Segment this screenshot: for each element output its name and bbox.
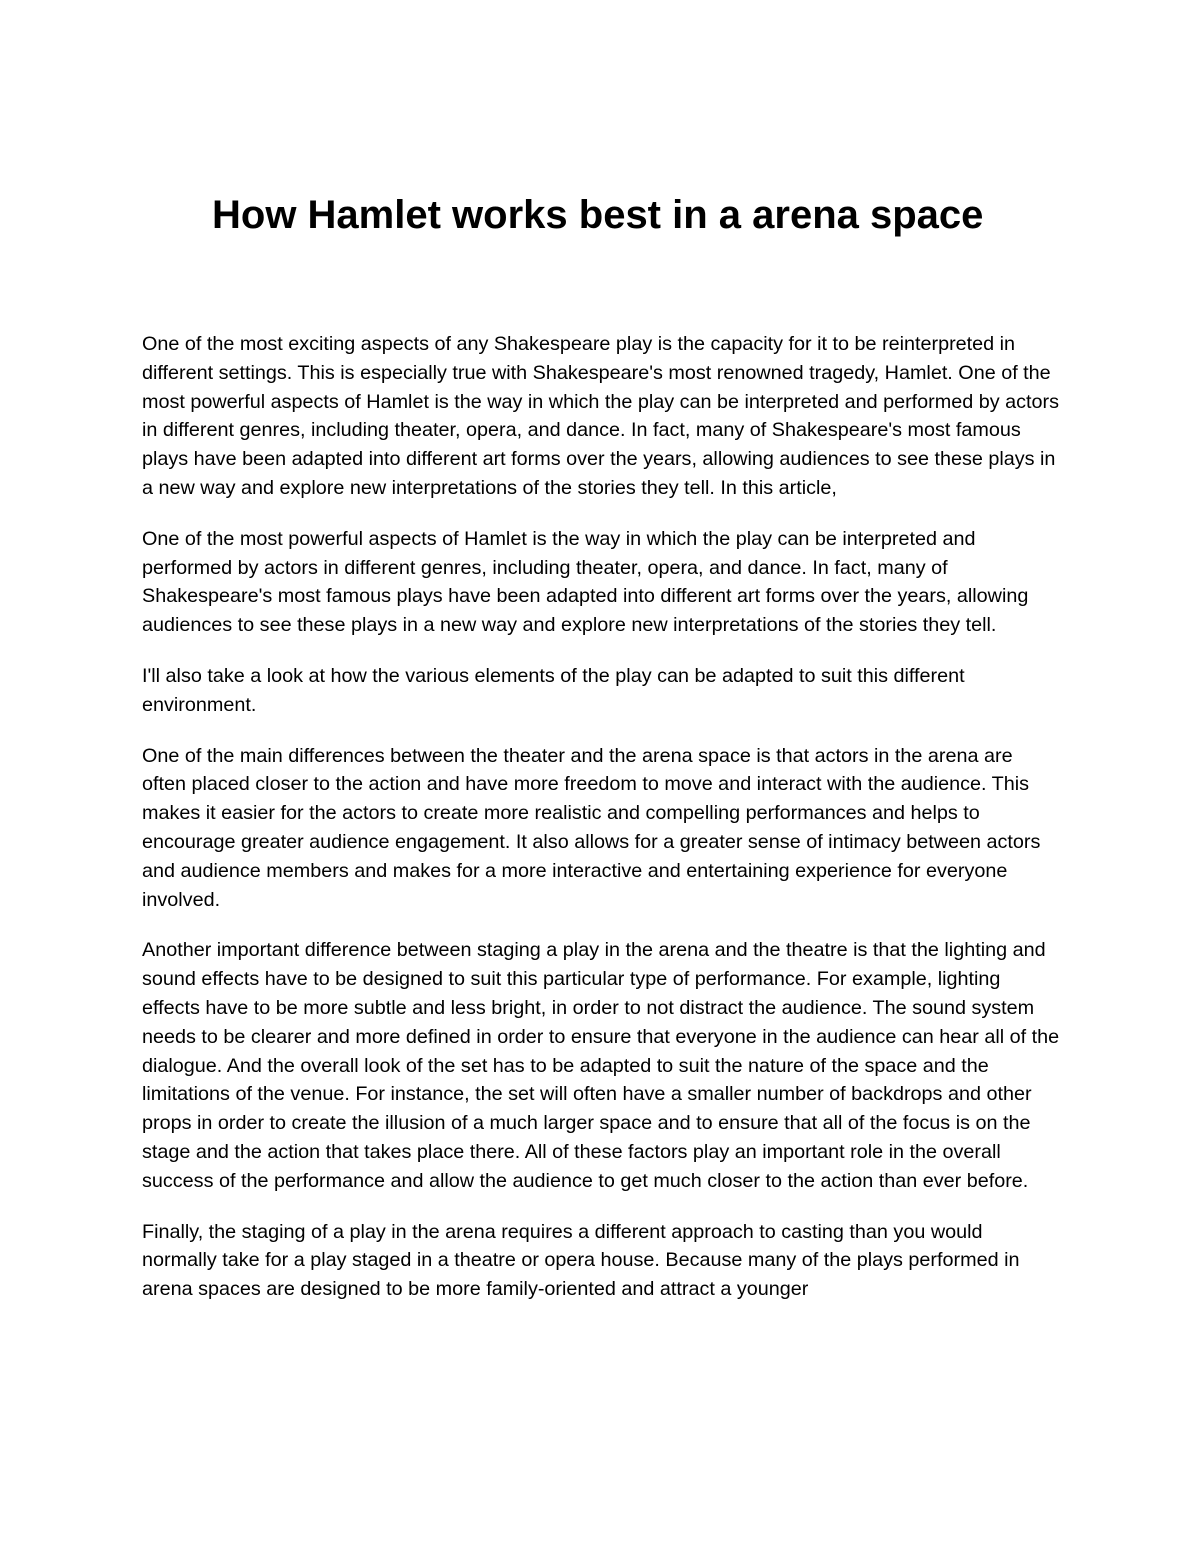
paragraph-2: One of the most powerful aspects of Hamlet is the way in which the play can be interpreted and performed by actors in different genres, including theater, opera, and dance. In fact, many of Shakespeare's most famous plays have been adapted into different art forms over the years, allowing audiences to see these plays in a new way and explore new interpretations of the stories they tell. xyxy=(142,527,1029,637)
paragraph-3: I'll also take a look at how the various elements of the play can be adapted to suit this different environment. xyxy=(142,664,965,716)
document-title: How Hamlet works best in a arena space xyxy=(212,193,984,237)
document-body xyxy=(142,330,1062,1326)
paragraph-4: One of the main differences between the theater and the arena space is that actors in the arena are often placed closer to the action and have more freedom to move and interact with the audience. This makes it easier for the actors to create more realistic and compelling performances and helps to encourage greater audience engagement. It also allows for a greater sense of intimacy between actors and audience members and makes for a more interactive and entertaining experience for everyone involved. xyxy=(142,744,1041,911)
paragraph-6: Finally, the staging of a play in the arena requires a different approach to casting than you would normally take for a play staged in a theatre or opera house. Because many of the plays performed in arena spaces are designed to be more family-oriented and attract a younger xyxy=(142,1220,1020,1301)
paragraph-1: One of the most exciting aspects of any Shakespeare play is the capacity for it to be reinterpreted in different settings. This is especially true with Shakespeare's most renowned tragedy, Hamlet. One of the most powerful aspects of Hamlet is the way in which the play can be interpreted and performed by actors in different genres, including theater, opera, and dance. In fact, many of Shakespeare's most famous plays have been adapted into different art forms over the years, allowing audiences to see these plays in a new way and explore new interpretations of the stories they tell. In this article, xyxy=(142,333,1059,499)
paragraph-5: Another important difference between staging a play in the arena and the theatre is that the lighting and sound effects have to be designed to suit this particular type of performance. For example, lighting effects have to be more subtle and less bright, in order to not distract the audience. The sound system needs to be clearer and more defined in order to ensure that everyone in the audience can hear all of the dialogue. And the overall look of the set has to be adapted to suit the nature of the space and the limitations of the venue. For instance, the set will often have a smaller number of backdrops and other props in order to create the illusion of a much larger space and to ensure that all of the focus is on the stage and the action that takes place there. All of these factors play an important role in the overall success of the performance and allow the audience to get much closer to the action than ever before. xyxy=(142,939,1060,1192)
